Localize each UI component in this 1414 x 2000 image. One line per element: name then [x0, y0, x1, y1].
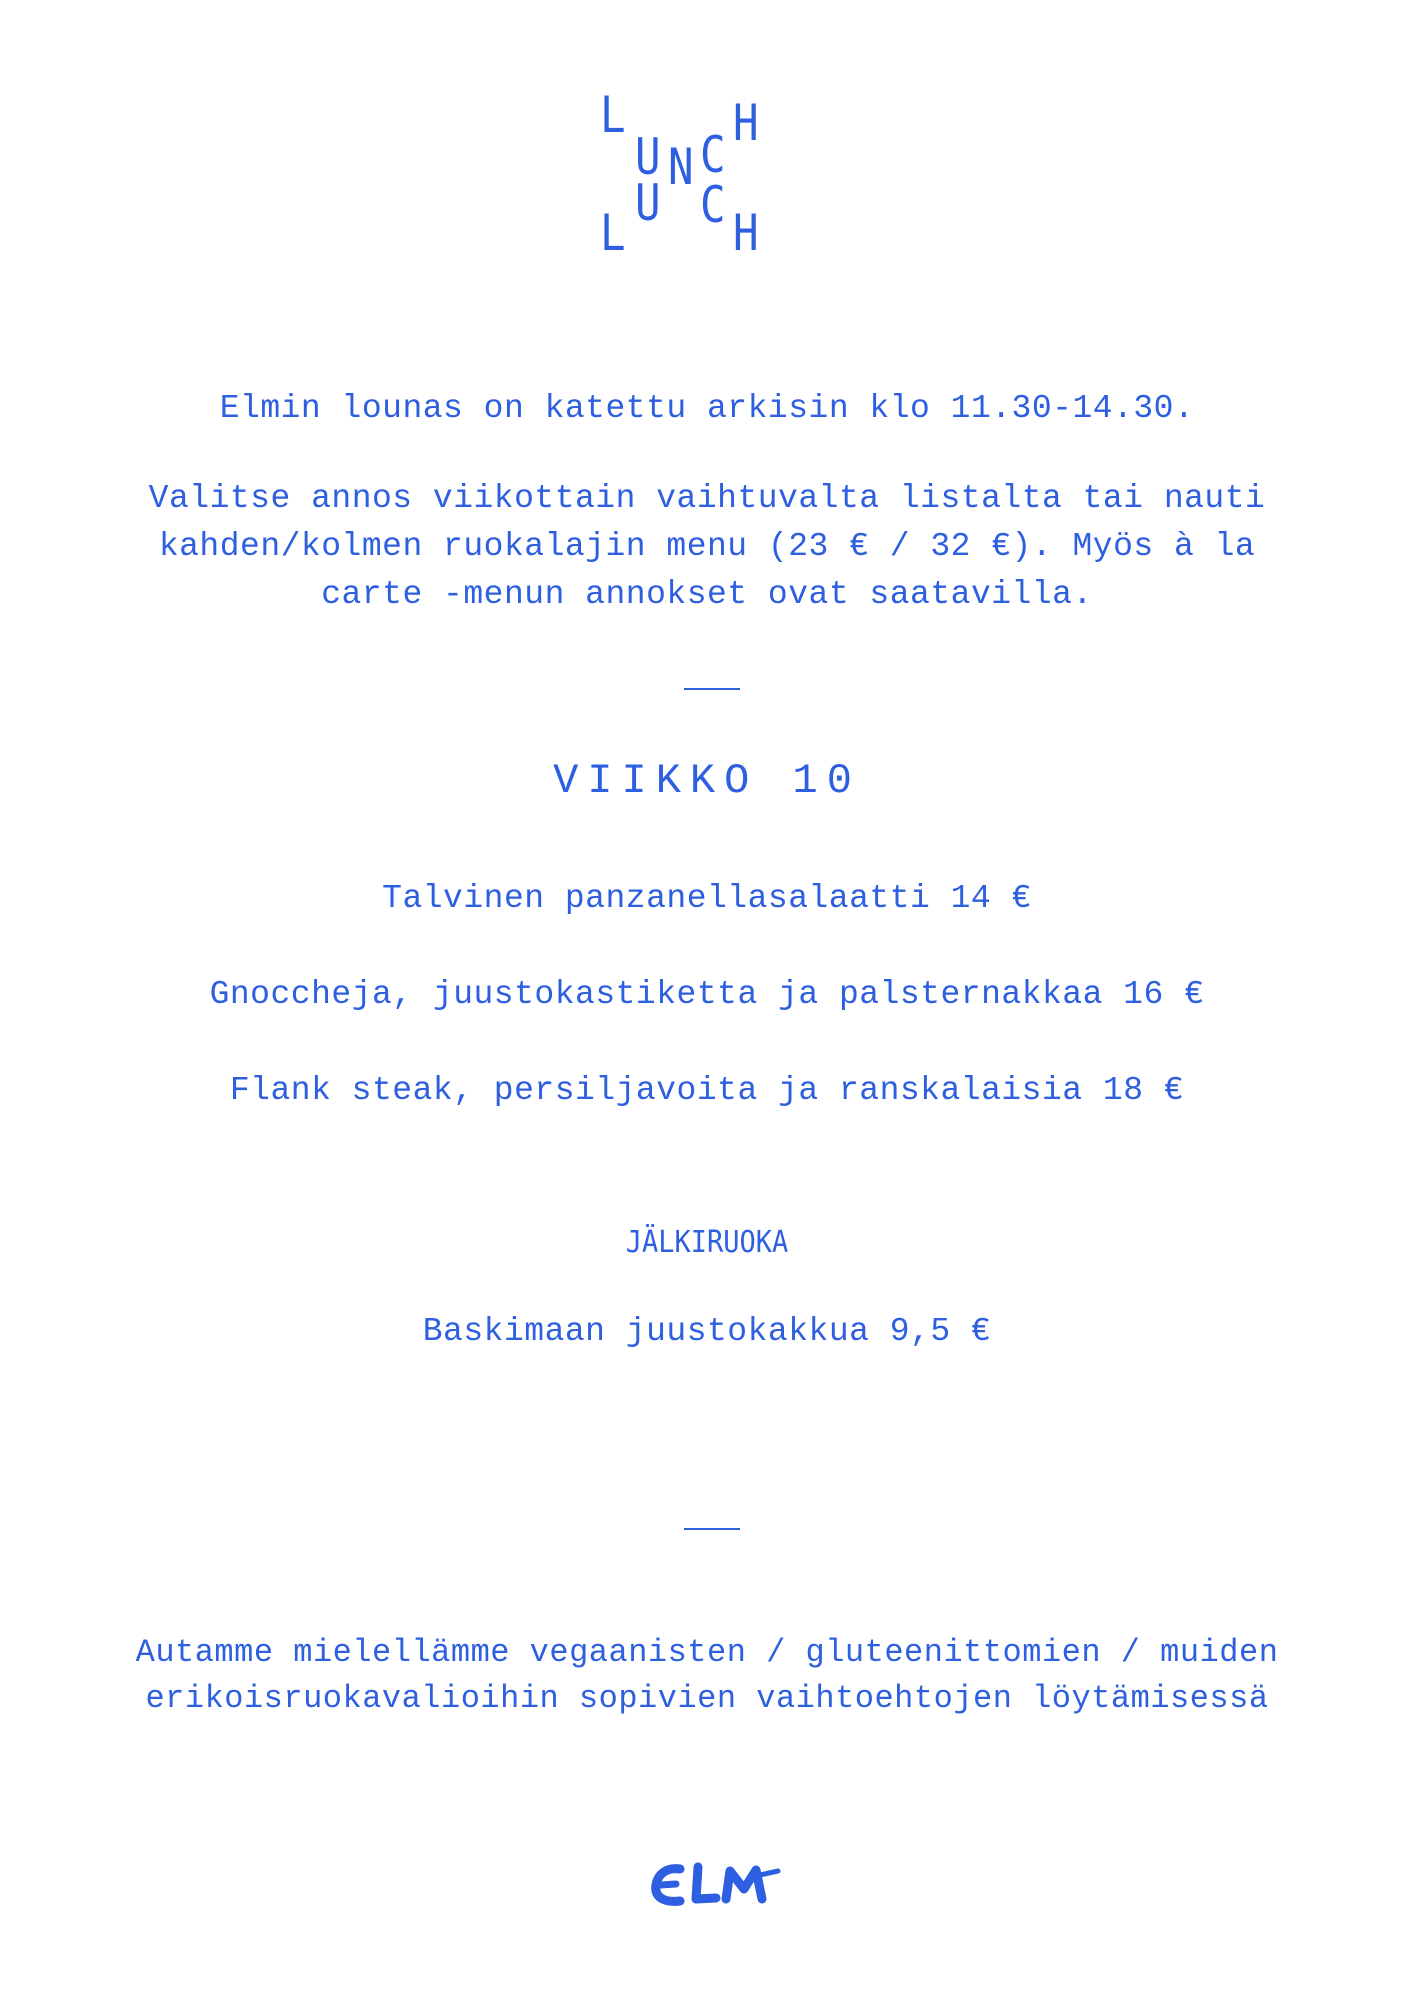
logo-letter: C — [700, 176, 726, 234]
intro-line: carte -menun annokset ovat saatavilla. — [321, 576, 1093, 613]
dietary-note-line: Autamme mielellämme vegaanisten / gluteenittomien / muiden — [135, 1634, 1279, 1671]
logo-letter: U — [635, 174, 661, 232]
dish-item: Flank steak, persiljavoita ja ranskalaisia 18 € — [229, 1072, 1185, 1109]
elm-logo-m-stroke — [726, 1870, 762, 1899]
lunch-logo — [600, 86, 820, 262]
intro-line: kahden/kolmen ruokalajin menu (23 € / 32 €). Myös à la — [158, 528, 1256, 565]
dietary-note — [0, 1630, 1414, 1722]
dessert-heading: JÄLKIRUOKA — [625, 1225, 789, 1260]
dish-item: Gnoccheja, juustokastiketta ja palsternakkaa 16 € — [209, 976, 1205, 1013]
divider — [684, 1528, 740, 1530]
elm-logo-l-stroke — [696, 1867, 716, 1899]
divider — [684, 688, 740, 690]
opening-hours: Elmin lounas on katettu arkisin klo 11.30-14.30. — [219, 390, 1195, 427]
intro-text — [0, 475, 1414, 619]
logo-letter: L — [600, 204, 626, 262]
dietary-note-line: erikoisruokavalioihin sopivien vaihtoehtojen löytämisessä — [145, 1680, 1269, 1717]
logo-letter: N — [668, 138, 694, 196]
logo-letter: H — [733, 204, 759, 262]
logo-letter: U — [635, 128, 661, 186]
logo-letter: C — [700, 126, 726, 184]
dish-item: Talvinen panzanellasalaatti 14 € — [382, 880, 1032, 917]
intro-line: Valitse annos viikottain vaihtuvalta listalta tai nauti — [148, 480, 1266, 517]
logo-letter: L — [600, 86, 626, 144]
dessert-item: Baskimaan juustokakkua 9,5 € — [422, 1313, 992, 1350]
elm-logo-m-tail — [760, 1871, 778, 1875]
elm-brand-logo — [650, 1855, 790, 1915]
logo-letter: H — [733, 94, 759, 152]
week-title: VIIKKO 10 — [553, 757, 861, 805]
elm-logo-e-bar — [660, 1884, 676, 1885]
